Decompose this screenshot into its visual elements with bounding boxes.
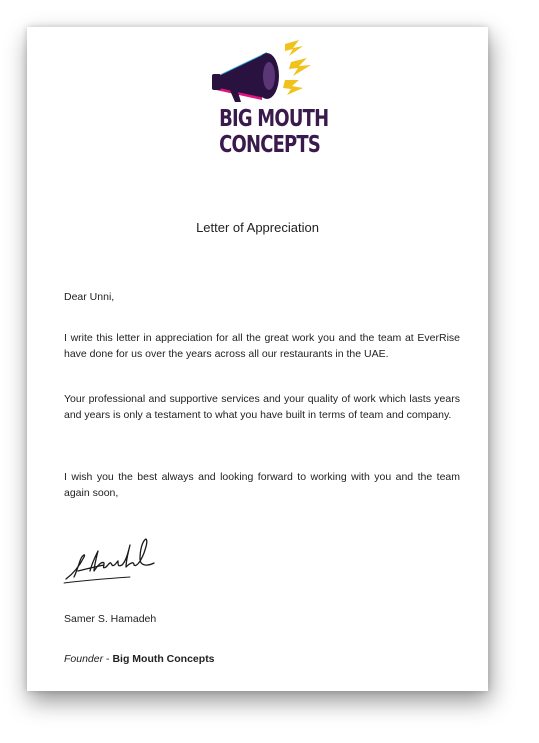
lightning-bolt-icon [283, 80, 303, 95]
paragraph-3: I wish you the best always and looking forward to working with you and the team again soon, [64, 471, 460, 499]
signatory-title [64, 651, 460, 667]
paragraph-1: I write this letter in appreciation for all the great work you and the team at EverRise have done for us over the years across all our restaurants in the UAE. [64, 332, 460, 360]
brand-name-line1: BIG MOUTH [219, 106, 329, 132]
letter-title: Letter of Appreciation [196, 220, 319, 235]
megaphone-icon [207, 38, 317, 108]
signatory-role: Founder [64, 653, 104, 665]
signatory-name: Samer S. Hamadeh [64, 613, 157, 625]
lightning-bolt-icon [285, 40, 303, 56]
megaphone-grip [212, 74, 221, 90]
handwritten-signature [60, 527, 160, 585]
signatory-company: Big Mouth Concepts [112, 653, 215, 665]
megaphone-bell-inner [263, 62, 275, 90]
big-mouth-concepts-logo [207, 38, 329, 166]
role-separator: - [103, 653, 113, 665]
lightning-bolt-icon [289, 58, 311, 76]
letter-page [27, 27, 488, 691]
salutation: Dear Unni, [64, 291, 115, 303]
paragraph-2: Your professional and supportive services and your quality of work which lasts years and years is only a testament to what you have built in terms of team and company. [64, 393, 460, 421]
brand-name-line2: CONCEPTS [219, 132, 321, 158]
